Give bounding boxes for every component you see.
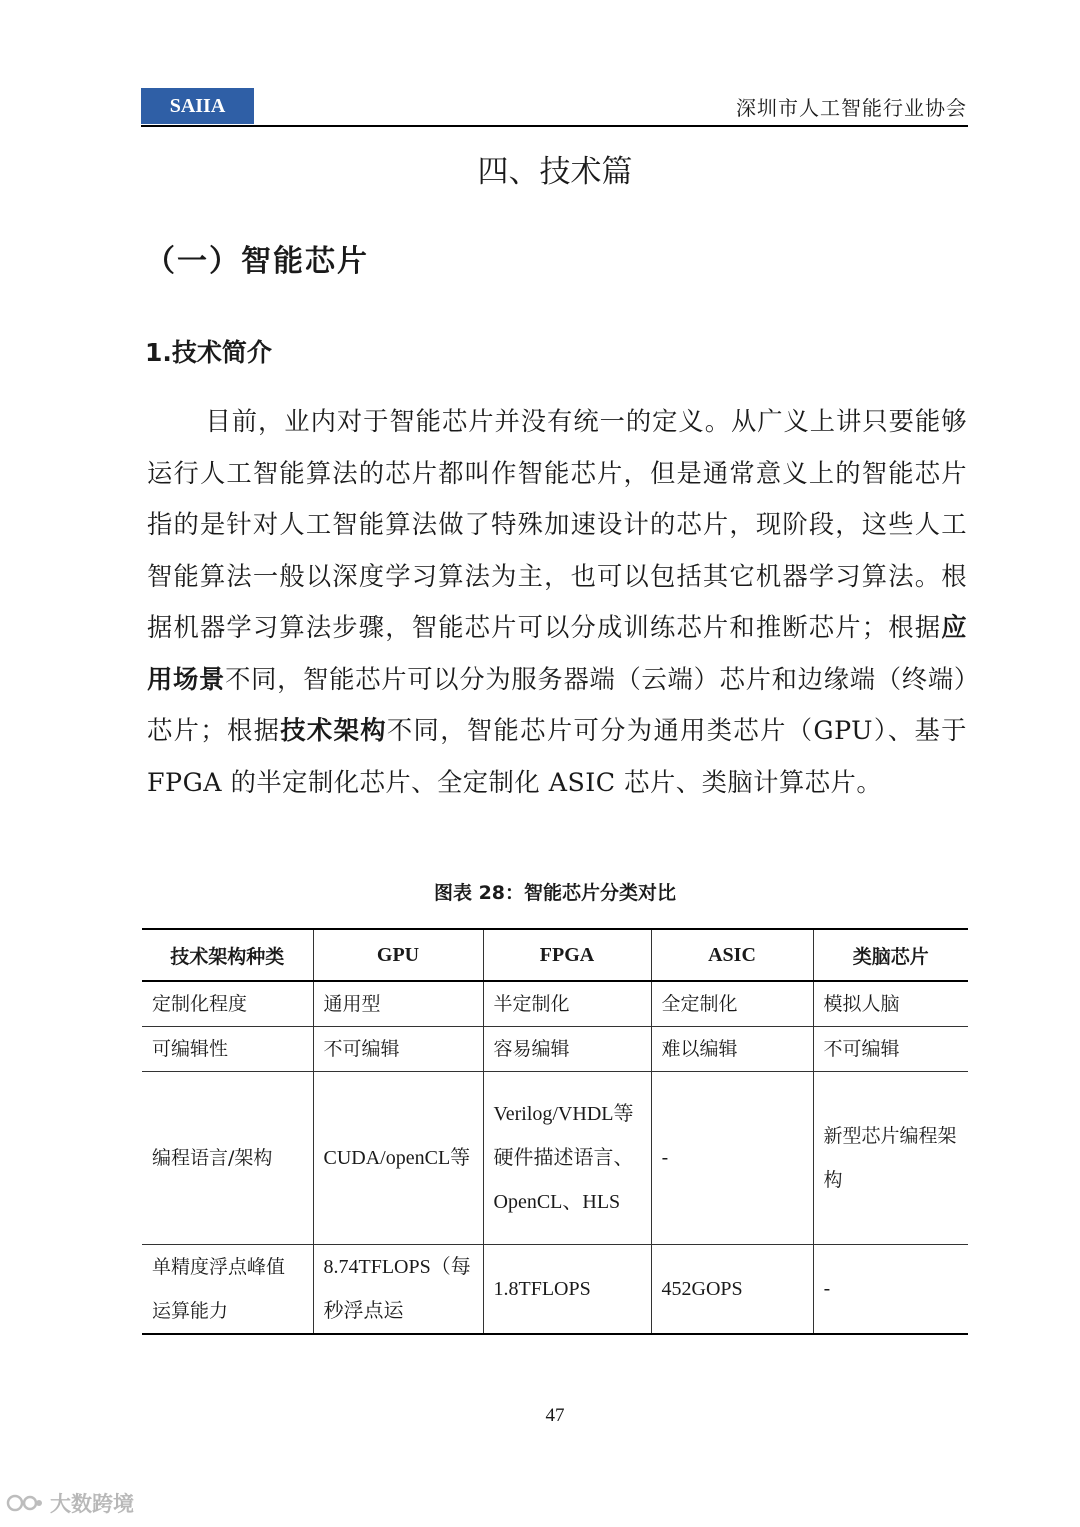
header-rule <box>141 125 968 127</box>
table-cell: 8.74TFLOPS（每秒浮点运 <box>313 1245 483 1335</box>
paragraph-text-3: 不同，智能芯片可分为通用类芯片（GPU）、基于 FPGA 的半定制化芯片、全定制化 ASIC 芯片、类脑计算芯片。 <box>147 716 967 797</box>
table-cell: 单精度浮点峰值运算能力 <box>142 1245 313 1335</box>
table-cell: 难以编辑 <box>651 1027 813 1072</box>
table-cell: - <box>651 1072 813 1245</box>
table-caption: 图表 28：智能芯片分类对比 <box>433 882 677 904</box>
table-row <box>142 1072 968 1245</box>
table-header-row <box>142 929 968 981</box>
table-cell: 不可编辑 <box>313 1027 483 1072</box>
table-cell: 容易编辑 <box>483 1027 651 1072</box>
header-cell: 技术架构种类 <box>142 929 313 981</box>
table-row <box>142 1245 968 1335</box>
table-cell: 可编辑性 <box>142 1027 313 1072</box>
subsection-title: 1.技术简介 <box>145 338 272 367</box>
watermark <box>6 1488 134 1518</box>
table-cell: 半定制化 <box>483 981 651 1027</box>
comparison-table <box>142 928 968 1335</box>
table-cell: 模拟人脑 <box>813 981 968 1027</box>
table-cell: 定制化程度 <box>142 981 313 1027</box>
table-cell: 新型芯片编程架构 <box>813 1072 968 1245</box>
table-cell: 不可编辑 <box>813 1027 968 1072</box>
paragraph-bold-architecture: 技术架构 <box>280 715 387 745</box>
header-organization: 深圳市人工智能行业协会 <box>736 96 967 120</box>
chapter-title: 四、技术篇 <box>477 154 633 190</box>
section-title: （一）智能芯片 <box>145 244 369 279</box>
paragraph-bold-application: 应用场景 <box>147 612 967 694</box>
table-row <box>142 1027 968 1072</box>
table-cell: 452GOPS <box>651 1245 813 1335</box>
brand-logo-icon <box>6 1492 44 1514</box>
body-paragraph <box>147 396 967 808</box>
table-cell: Verilog/VHDL等硬件描述语言、OpenCL、HLS <box>483 1072 651 1245</box>
header-badge: SAIIA <box>141 88 254 124</box>
paragraph-text-1: 目前，业内对于智能芯片并没有统一的定义。从广义上讲只要能够运行人工智能算法的芯片都叫作智能芯片，但是通常意义上的智能芯片指的是针对人工智能算法做了特殊加速设计的芯片，现阶段，这些人工智能算法一般以深度学习算法为主，也可以包括其它机器学习算法。根据机器学习算法步骤，智能芯片可以分成训练芯片和推断芯片；根据 <box>147 407 967 642</box>
table-cell: 全定制化 <box>651 981 813 1027</box>
table-cell: 通用型 <box>313 981 483 1027</box>
watermark-text: 大数跨境 <box>50 1492 134 1516</box>
header-cell: ASIC <box>651 929 813 981</box>
header-cell: GPU <box>313 929 483 981</box>
header-cell: FPGA <box>483 929 651 981</box>
table-cell: CUDA/openCL等 <box>313 1072 483 1245</box>
table-cell: 编程语言/架构 <box>142 1072 313 1245</box>
table-row <box>142 981 968 1027</box>
header-cell: 类脑芯片 <box>813 929 968 981</box>
table-cell: 1.8TFLOPS <box>483 1245 651 1335</box>
paragraph-text-2: 不同，智能芯片可以分为服务器端（云端）芯片和边缘端（终端）芯片；根据 <box>147 664 967 745</box>
table-cell: - <box>813 1245 968 1335</box>
page-number: 47 <box>545 1405 565 1426</box>
